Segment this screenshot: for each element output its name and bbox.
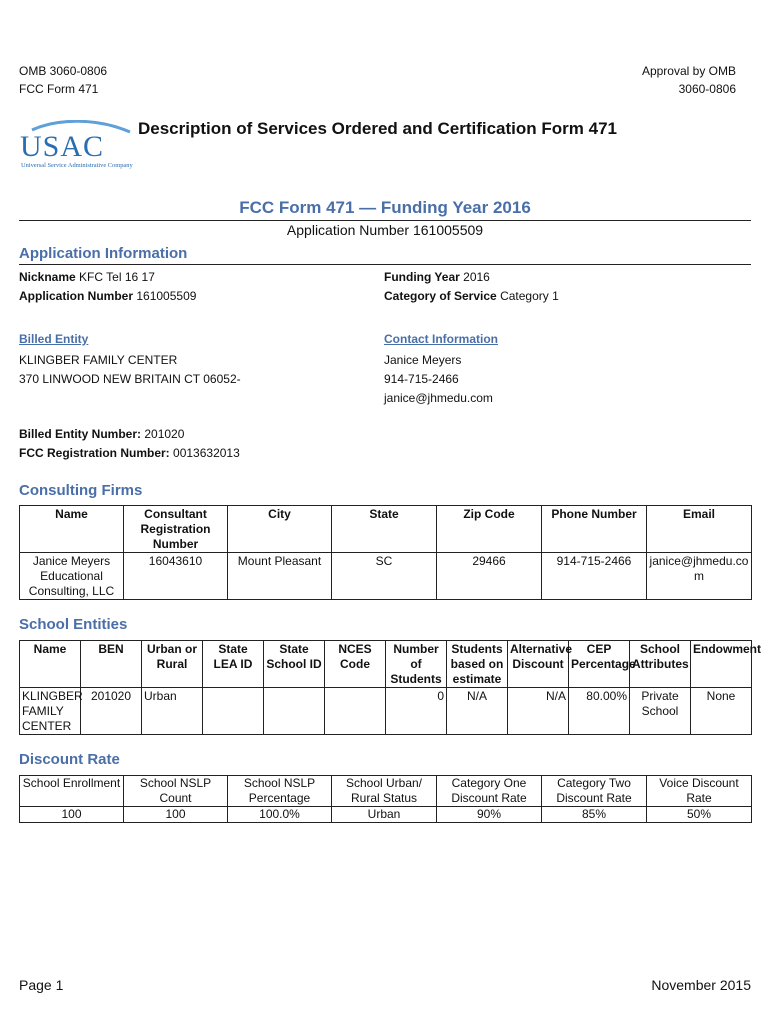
column-header: State LEA ID <box>203 641 264 688</box>
table-cell <box>264 688 325 735</box>
discount-rate-heading: Discount Rate <box>19 751 120 768</box>
nickname-value: KFC Tel 16 17 <box>79 270 155 284</box>
column-header: Students based on estimate <box>447 641 508 688</box>
column-header: State <box>332 506 437 553</box>
table-cell: Private School <box>630 688 691 735</box>
table-cell: SC <box>332 553 437 600</box>
consulting-firms-heading: Consulting Firms <box>19 482 143 499</box>
app-number-field <box>19 287 196 306</box>
column-header: State School ID <box>264 641 325 688</box>
table-cell: N/A <box>508 688 569 735</box>
funding-year-field <box>384 268 490 287</box>
table-cell: None <box>691 688 752 735</box>
table-cell: N/A <box>447 688 508 735</box>
column-header: Name <box>20 506 124 553</box>
column-header: Phone Number <box>542 506 647 553</box>
table-cell: Urban <box>142 688 203 735</box>
column-header: Consultant Registration Number <box>124 506 228 553</box>
logo-subtext: Universal Service Administrative Company <box>21 162 133 169</box>
table-row <box>20 807 752 823</box>
table-cell: 16043610 <box>124 553 228 600</box>
discount-rate-table <box>19 775 752 823</box>
table-header-row <box>20 506 752 553</box>
page-number: Page 1 <box>19 977 64 993</box>
fcc-registration-field <box>19 444 240 463</box>
consulting-firms-table <box>19 505 752 600</box>
contact-email: janice@jhmedu.com <box>384 391 493 405</box>
table-cell: 100 <box>20 807 124 823</box>
table-cell: 100 <box>124 807 228 823</box>
table-cell: KLINGBER FAMILY CENTER <box>20 688 81 735</box>
contact-phone: 914-715-2466 <box>384 372 459 386</box>
column-header: BEN <box>81 641 142 688</box>
table-header-row <box>20 776 752 807</box>
header-right <box>616 62 736 98</box>
table-cell: janice@jhmedu.com <box>647 553 752 600</box>
table-cell: 50% <box>647 807 752 823</box>
application-number-line: Application Number 161005509 <box>286 222 484 238</box>
column-header: City <box>228 506 332 553</box>
funding-year-title: FCC Form 471 — Funding Year 2016 <box>239 198 531 217</box>
page-title: Description of Services Ordered and Certification Form 471 <box>138 119 617 138</box>
table-cell: 29466 <box>437 553 542 600</box>
table-row <box>20 553 752 600</box>
table-cell: Urban <box>332 807 437 823</box>
app-number-label: Application Number <box>19 289 134 303</box>
school-entities-heading: School Entities <box>19 616 128 633</box>
table-cell: 80.00% <box>569 688 630 735</box>
column-header: School Enrollment <box>20 776 124 807</box>
column-header: Alternative Discount <box>508 641 569 688</box>
column-header: Category Two Discount Rate <box>542 776 647 807</box>
table-header-row <box>20 641 752 688</box>
column-header: School Attributes <box>630 641 691 688</box>
fcc-registration-value: 0013632013 <box>173 446 240 460</box>
title-divider <box>19 220 751 221</box>
nickname-field <box>19 268 155 287</box>
funding-year-value: 2016 <box>463 270 490 284</box>
nickname-label: Nickname <box>19 270 76 284</box>
column-header: Number of Students <box>386 641 447 688</box>
table-cell <box>203 688 264 735</box>
table-cell: 201020 <box>81 688 142 735</box>
table-cell: 90% <box>437 807 542 823</box>
approval-number: 3060-0806 <box>678 82 736 96</box>
header-left <box>19 62 219 98</box>
billed-entity-address: 370 LINWOOD NEW BRITAIN CT 06052- <box>19 372 241 386</box>
column-header: School NSLP Percentage <box>228 776 332 807</box>
table-cell: 0 <box>386 688 447 735</box>
approval-label: Approval by OMB <box>641 64 736 78</box>
column-header: Category One Discount Rate <box>437 776 542 807</box>
contact-name: Janice Meyers <box>384 353 462 367</box>
table-cell: 85% <box>542 807 647 823</box>
column-header: Zip Code <box>437 506 542 553</box>
billed-entity-heading: Billed Entity <box>19 332 89 346</box>
funding-year-label: Funding Year <box>384 270 460 284</box>
table-cell: 914-715-2466 <box>542 553 647 600</box>
column-header: School Urban/ Rural Status <box>332 776 437 807</box>
billed-entity-number-label: Billed Entity Number: <box>19 427 142 441</box>
fcc-registration-label: FCC Registration Number: <box>19 446 170 460</box>
column-header: Voice Discount Rate <box>647 776 752 807</box>
column-header: CEP Percentage <box>569 641 630 688</box>
form-number: FCC Form 471 <box>19 82 99 96</box>
contact-information-heading: Contact Information <box>384 332 498 346</box>
category-value: Category 1 <box>500 289 559 303</box>
table-cell: Janice Meyers Educational Consulting, LLC <box>20 553 124 600</box>
application-information-heading: Application Information <box>19 245 188 262</box>
column-header: Urban or Rural <box>142 641 203 688</box>
column-header: Email <box>647 506 752 553</box>
table-row <box>20 688 752 735</box>
logo-text: USAC <box>20 130 105 163</box>
school-entities-table <box>19 640 761 735</box>
column-header: School NSLP Count <box>124 776 228 807</box>
billed-entity-name: KLINGBER FAMILY CENTER <box>19 353 178 367</box>
billed-entity-number-field <box>19 425 184 444</box>
table-cell: Mount Pleasant <box>228 553 332 600</box>
category-field <box>384 287 559 306</box>
column-header: Name <box>20 641 81 688</box>
section-divider <box>19 264 751 265</box>
column-header: Endowment <box>691 641 752 688</box>
column-header: NCES Code <box>325 641 386 688</box>
table-cell <box>325 688 386 735</box>
app-number-value: 161005509 <box>136 289 197 303</box>
usac-logo <box>18 120 136 172</box>
category-label: Category of Service <box>384 289 497 303</box>
billed-entity-number-value: 201020 <box>144 427 185 441</box>
omb-number: OMB 3060-0806 <box>19 64 108 78</box>
footer-date: November 2015 <box>651 977 751 993</box>
table-cell: 100.0% <box>228 807 332 823</box>
